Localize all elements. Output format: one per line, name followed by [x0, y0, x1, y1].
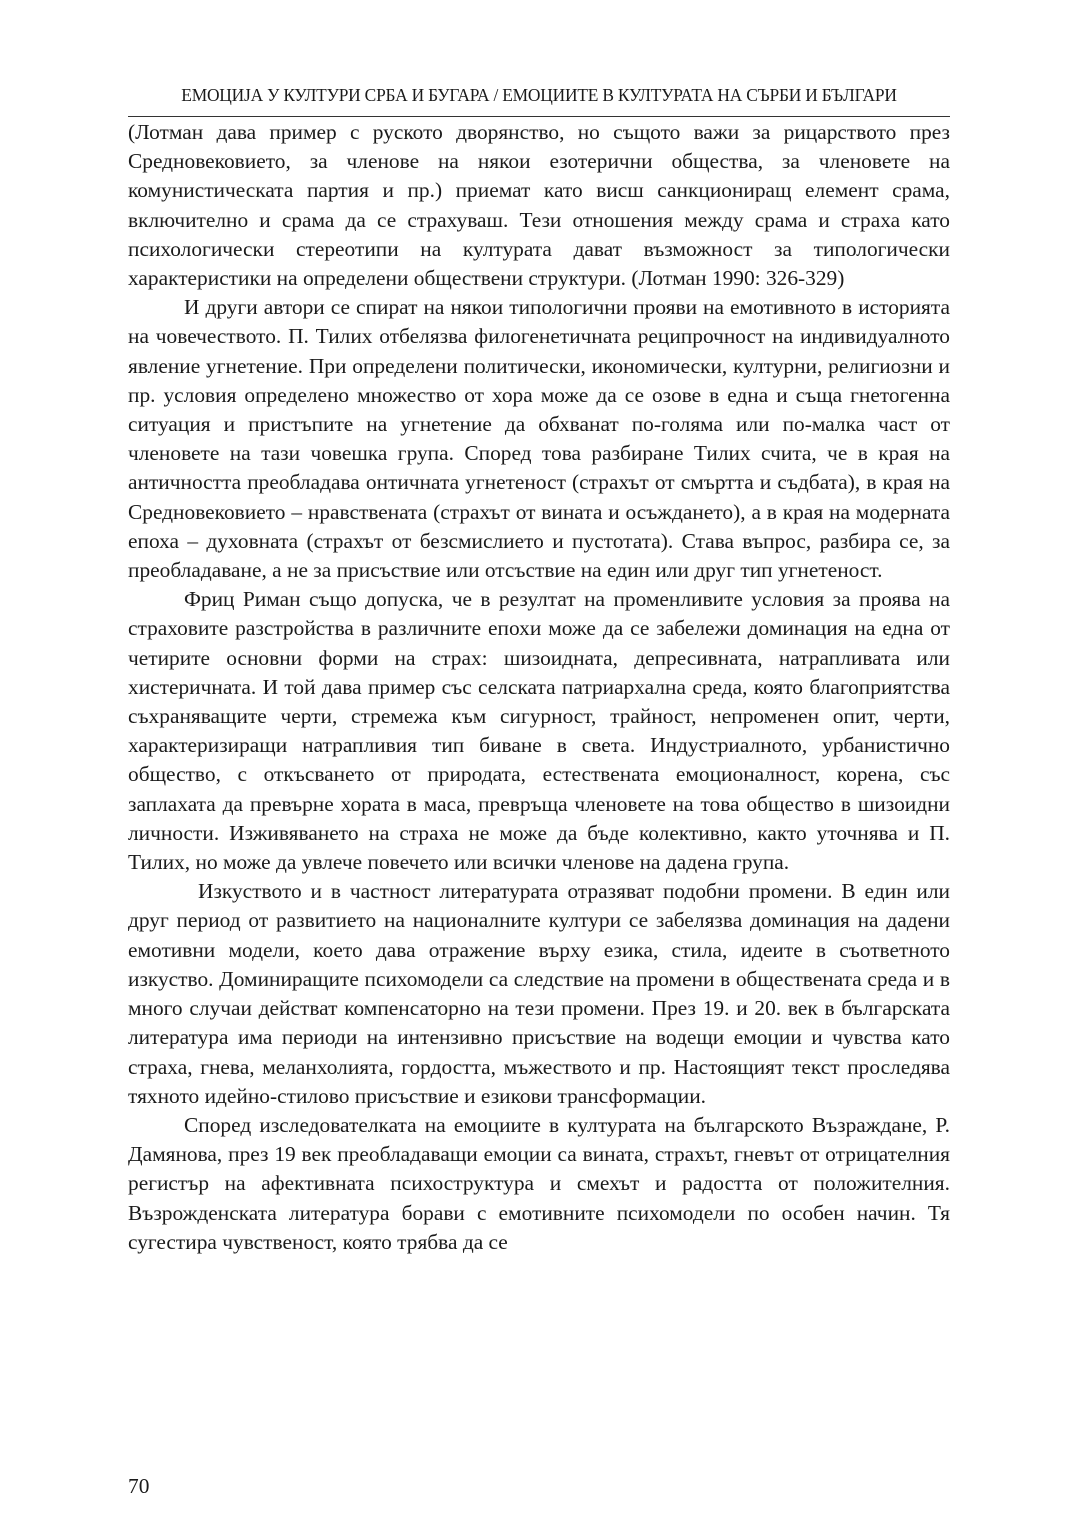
page-number: 70: [128, 1474, 150, 1498]
paragraph-riemann: Фриц Риман също допуска, че в резултат на променливите условия за проява на страховите разстройства в различните епохи може да се забележи доминация на една от четирите основни форми на страх: шизоидната, депресивната, натрапливата или хистеричната. И той дава пример със селската патриархална среда, която благоприятства съхраняващите черти, стремежа към сигурност, трайност, непроменен опит, черти, характеризиращи натрапливия тип биване в света. Индустриалното, урбанистично общество, с откъсването от природата, естествената емоционалност, корена, със заплахата да превърне хората в маса, превръща членовете на това общество в шизоидни личности. Изживяването на страха не може да бъде колективно, както уточнява и П. Тилих, но може да увлече повечето или всички членове на дадена група.: [128, 587, 950, 875]
paragraph-art-literature: Изкуството и в частност литературата отразяват подобни промени. В един или друг период от развитието на националните култури се забелязва доминация на дадени емотивни модели, което дава отражение върху езика, стила, идеите в съответното изкуство. Доминиращите психомодели са следствие на промени в обществената среда и в много случаи действат компенсаторно на тези промени. През 19. и 20. век в българската литература има периоди на интензивно присъствие на водещи емоции и чувства като страха, гнева, меланхолията, гордостта, мъжеството и пр. Настоящият текст проследява тяхното идейно-стилово присъствие и езикови трансформации.: [128, 879, 950, 1108]
paragraph-damyanova: Според изследователката на емоциите в културата на българското Възраждане, Р. Дамянова, през 19 век преобладаващи емоции са вината, страхът, гневът от отрицателния регистър на афективната психоструктура и смехът и радостта от положителния. Възрожденската литература борави с емотивните психомодели по особен начин. Тя сугестира чувственост, която трябва да се: [128, 1112, 950, 1254]
paragraph-tillich: И други автори се спират на някои типологични прояви на емотивното в историята на човечеството. П. Тилих отбелязва филогенетичната реципрочност на индивидуалното явление угнетение. При определени политически, икономически, културни, религиозни и пр. условия определено множество от хора може да се озове в една и съща гнетогенна ситуация и пристъпите на угнетение да обхванат по-голяма или по-малка част от членовете на тази човешка група. Според това разбиране Тилих счита, че в края на античността преобладава онтичната угнетеност (страхът от смъртта и съдбата), в края на Средновековието – нравствената (страхът от вината и осъждането), а в края на модерната епоха – духовната (страхът от безсмислието и пустотата). Става въпрос, разбира се, за преобладаване, а не за присъствие или отсъствие на един или друг тип угнетеност.: [128, 295, 950, 583]
header-rule: [128, 116, 950, 117]
body-text: [128, 118, 950, 1257]
paragraph-lotman-continued: (Лотман дава пример с руското дворянство, но същото важи за рицарството през Средновековието, за членове на някои езотерични общества, за членовете на комунистическата партия и пр.) приемат като висш санкциониращ елемент срама, включително и срама да се страхуваш. Тези отношения между срама и страха като психологически стереотипи на културата дават възможност за типологически характеристики на определени обществени структури. (Лотман 1990: 326-329): [128, 120, 950, 291]
running-header: ЕМОЦИЈА У КУЛТУРИ СРБА И БУГАРА / ЕМОЦИИТЕ В КУЛТУРАТА НА СЪРБИ И БЪЛГАРИ: [181, 85, 897, 105]
